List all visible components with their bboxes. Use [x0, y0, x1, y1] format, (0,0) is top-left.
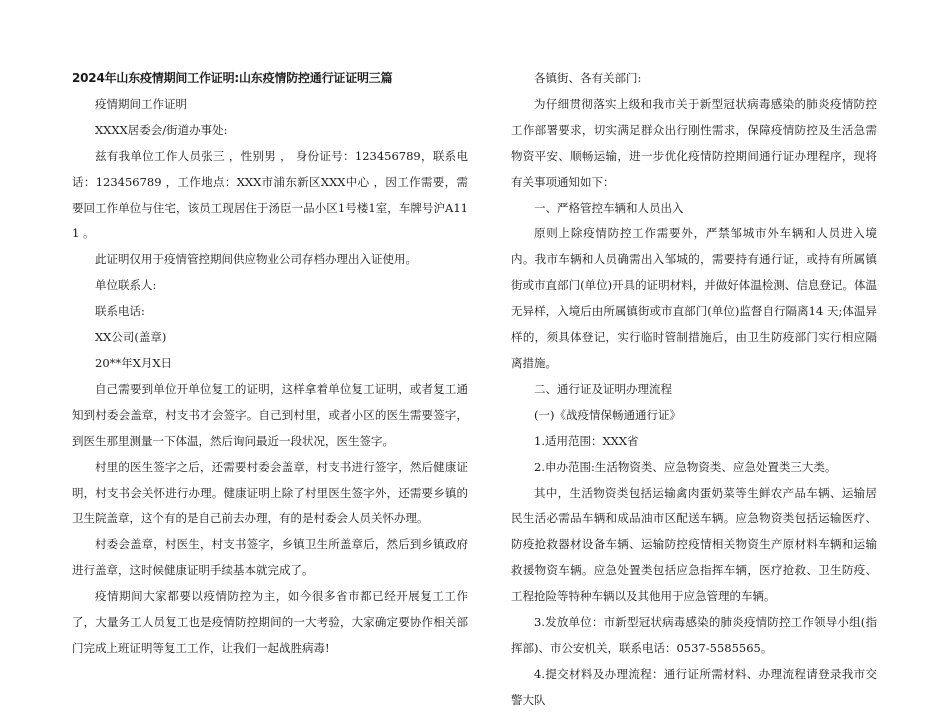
item-application-range: 2.申办范围:生活物资类、应急物资类、应急处置类三大类。: [534, 459, 837, 474]
paragraph-control-rules: 原则上除疫情防控工作需要外，严禁邹城市外车辆和人员进入境内。我市车辆和人员确需出入邹城的，需要持有通行证，或持有所属镇街或市直部门(单位)开具的证明材料，并做好体温检测、信息登记。体温无异样，入境后由所属镇街或市直部门(单位)监督自行隔离14 天;体温异样的，须具体登记，实行临时管制措施后，由卫生防疫部门实行相应隔离措施。: [511, 226, 877, 370]
paragraph-notice-intro: 为仔细贯彻落实上级和我市关于新型冠状病毒感染的肺炎疫情防控工作部署要求，切实满足群众出行刚性需求，保障疫情防控及生活急需物资平安、顺畅运输，进一步优化疫情防控期间通行证办理程序，现将有关事项通知如下：: [511, 96, 877, 189]
paragraph-process-step-3: 村委会盖章，村医生，村支书签字，乡镇卫生所盖章后，然后到乡镇政府进行盖章，这时候健康证明手续基本就完成了。: [72, 537, 468, 578]
paragraph-notice-addressee: 各镇街、各有关部门:: [534, 71, 642, 85]
item-issuing-unit: 3.发放单位：市新型冠状病毒感染的肺炎疫情防控工作领导小组(指挥部)、市公安机关，联系电话：0537-5585565。: [511, 615, 877, 655]
item-scope: 1.适用范围：XXX省: [534, 433, 639, 448]
paragraph-contact-phone: 联系电话:: [95, 304, 145, 319]
paragraph-categories: 其中，生活物资类包括运输禽肉蛋奶菜等生鲜农产品车辆、运输居民生活必需品车辆和成品油市区配送车辆。应急物资类包括运输医疗、防疫抢救器材设备车辆、运输防控疫情相关物资生产原材料车辆和运输救援物资车辆。应急处置类包括应急指挥车辆，医疗抢救、卫生防疫、工程抢险等特种车辆以及其他用于应急管理的车辆。: [511, 485, 877, 604]
paragraph-closing: 疫情期间大家都要以疫情防控为主，如今很多省市都已经开展复工工作了，大量务工人员复工也是疫情防控期间的一大考验，大家确定要协作相关部门完成上班证明等复工工作，让我们一起战胜病毒!: [72, 589, 468, 655]
paragraph-certificate-title: 疫情期间工作证明: [95, 96, 187, 111]
paragraph-company-seal: XX公司(盖章): [95, 330, 167, 345]
paragraph-usage-note: 此证明仅用于疫情管控期间供应物业公司存档办理出入证使用。: [95, 252, 417, 267]
left-column: [72, 66, 468, 662]
section-heading-2: 二、通行证及证明办理流程: [534, 381, 672, 396]
paragraph-contact-person: 单位联系人:: [95, 278, 157, 293]
paragraph-addressee: XXXX居委会/街道办事处:: [95, 122, 228, 137]
section-heading-1: 一、严格管控车辆和人员出入: [534, 200, 684, 215]
paragraph-process-step-1: 自己需要到单位开单位复工的证明，这样拿着单位复工证明，或者复工通知到村委会盖章，村支书才会签字。自己到村里，或者小区的医生需要签字，到医生那里测量一下体温，然后询问最近一段状况，医生签字。: [72, 381, 468, 448]
document-title: 2024年山东疫情期间工作证明:山东疫情防控通行证证明三篇: [72, 71, 393, 85]
paragraph-process-step-2: 村里的医生签字之后，还需要村委会盖章，村支书进行签字，然后健康证明，村支书会关怀进行办理。健康证明上除了村里医生签字外，还需要乡镇的卫生院盖章，这个有的是自己前去办理，有的是村委会人员关怀办理。: [72, 459, 468, 526]
right-column: [511, 66, 877, 714]
subsection-heading-pass: (一)《战疫情保畅通通行证》: [534, 407, 681, 422]
paragraph-employee-details: 兹有我单位工作人员张三 ，性别男 ， 身份证号：123456789，联系电话：123456789 ，工作地点：XXX市浦东新区XXX中心 ，因工作需要，需要回工作单位与住宅，该员工现居住于汤臣一品小区1号楼1室，车牌号沪A111 。: [72, 148, 468, 241]
item-materials-process: 4.提交材料及办理流程：通行证所需材料、办理流程请登录我市交警大队: [511, 666, 877, 707]
paragraph-date: 20**年X月X日: [95, 355, 173, 370]
